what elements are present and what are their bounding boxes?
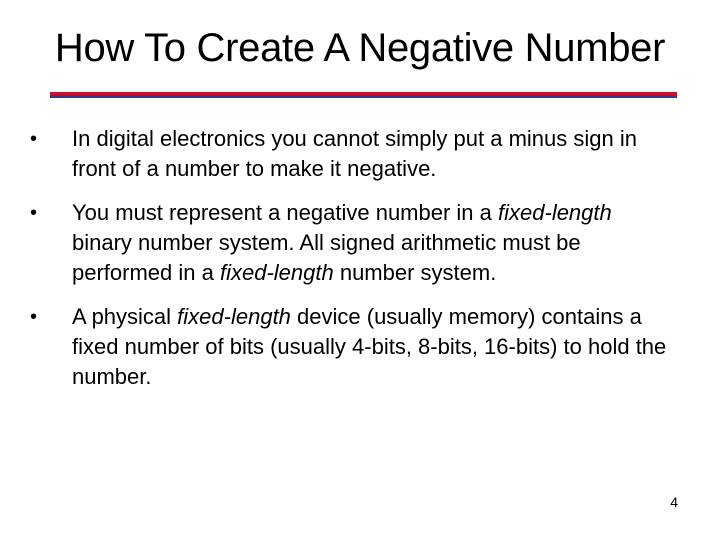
- slide-title: How To Create A Negative Number: [54, 26, 666, 70]
- bullet-marker: •: [30, 306, 38, 328]
- bullet-segment: A physical: [72, 304, 178, 329]
- page-number: 4: [670, 494, 678, 510]
- bullet-segment: device (usually memory) contains a fixed number of bits (usually 4-bits, 8-bits, 16-bits) to hold the number.: [72, 304, 667, 389]
- italic-term: fixed-length: [219, 260, 334, 285]
- bullet-text: [72, 200, 612, 285]
- bullet-segment: number system.: [333, 260, 497, 285]
- bullet-marker: •: [30, 128, 38, 150]
- italic-term: fixed-length: [177, 304, 291, 329]
- italic-term: fixed-length: [498, 200, 612, 225]
- bullet-segment: You must represent a negative number in a: [72, 200, 499, 225]
- bullet-item: [30, 302, 670, 392]
- bullet-segment: In digital electronics you cannot simply put a minus sign in front of a number to make it negative.: [72, 126, 637, 181]
- bullet-text: [72, 304, 666, 389]
- title-divider-blue-line: [50, 95, 677, 98]
- bullet-item: [30, 198, 670, 288]
- bullet-item: [30, 124, 670, 184]
- bullet-marker: •: [30, 202, 38, 224]
- bullet-list: [30, 124, 670, 406]
- bullet-segment: binary number system. All signed arithmetic must be performed in a: [72, 230, 581, 285]
- title-divider: [50, 92, 677, 98]
- bullet-text: [72, 126, 637, 181]
